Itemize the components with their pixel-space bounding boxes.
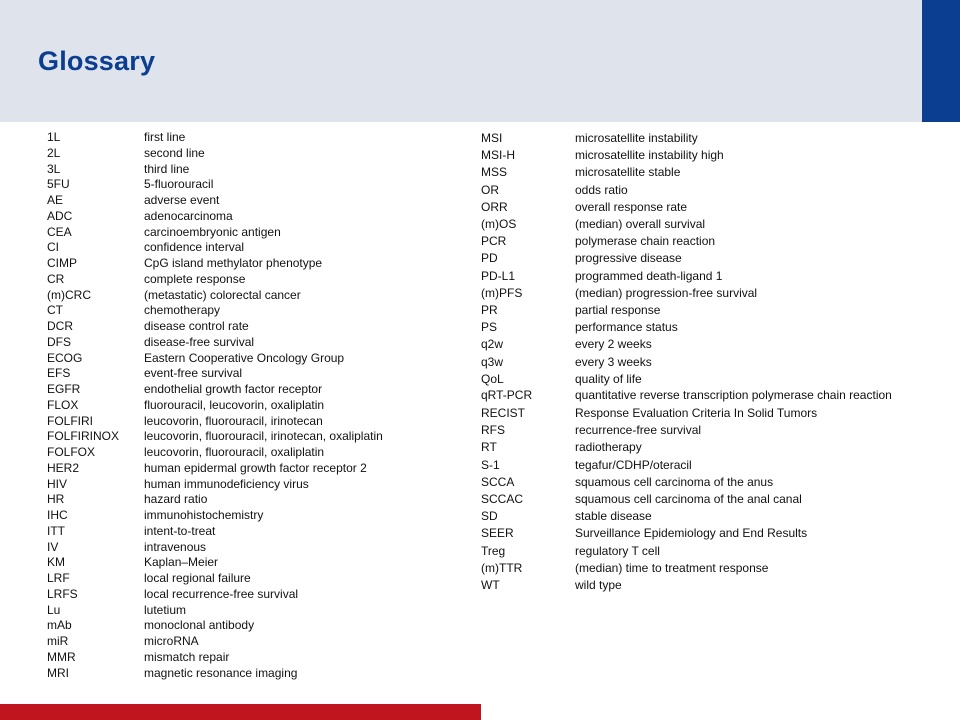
glossary-abbreviation: 1L — [47, 130, 61, 144]
glossary-definition: carcinoembryonic antigen — [144, 224, 281, 239]
glossary-entry — [47, 382, 447, 398]
glossary-abbreviation: (m)OS — [481, 217, 517, 232]
glossary-definition: wild type — [575, 578, 622, 593]
glossary-abbreviation: OR — [481, 182, 499, 197]
glossary-definition: disease-free survival — [144, 334, 255, 349]
glossary-entry — [481, 388, 901, 405]
glossary-definition: partial response — [575, 303, 661, 318]
glossary-abbreviation: SEER — [481, 526, 514, 541]
glossary-definition: human immunodeficiency virus — [144, 476, 309, 491]
glossary-entry — [47, 634, 447, 650]
glossary-definition: overall response rate — [575, 199, 688, 214]
glossary-definition: microsatellite instability — [575, 131, 698, 145]
glossary-abbreviation: miR — [47, 634, 69, 648]
glossary-entry — [47, 414, 447, 430]
glossary-entry — [47, 272, 447, 288]
glossary-definition: Surveillance Epidemiology and End Results — [575, 526, 808, 541]
glossary-entry — [47, 618, 447, 634]
glossary-abbreviation: EFS — [47, 366, 71, 381]
glossary-definition: leucovorin, fluorouracil, oxaliplatin — [144, 445, 325, 459]
glossary-entry — [47, 571, 447, 587]
glossary-abbreviation: FLOX — [47, 397, 79, 412]
glossary-entry — [47, 225, 447, 241]
glossary-entry — [481, 457, 901, 474]
glossary-entry — [47, 650, 447, 666]
glossary-entry — [47, 555, 447, 571]
glossary-entry — [47, 146, 447, 162]
glossary-definition: every 2 weeks — [575, 337, 652, 352]
glossary-abbreviation: LRF — [47, 571, 70, 585]
glossary-entry — [47, 477, 447, 493]
glossary-entry — [47, 524, 447, 540]
glossary-abbreviation: PD-L1 — [481, 268, 516, 283]
glossary-entry — [47, 288, 447, 304]
glossary-abbreviation: PCR — [481, 234, 507, 249]
glossary-definition: leucovorin, fluorouracil, irinotecan — [144, 413, 323, 428]
glossary-definition: quality of life — [575, 371, 642, 386]
glossary-entry — [481, 525, 901, 542]
glossary-entry — [481, 130, 901, 147]
glossary-definition: endothelial growth factor receptor — [144, 382, 323, 396]
glossary-definition: (metastatic) colorectal cancer — [144, 287, 301, 302]
glossary-entry — [47, 398, 447, 414]
glossary-entry — [47, 319, 447, 335]
glossary-column-right — [481, 130, 901, 594]
glossary-abbreviation: RFS — [481, 423, 505, 438]
glossary-entry — [47, 492, 447, 508]
glossary-abbreviation: (m)PFS — [481, 285, 523, 300]
glossary-entry — [481, 302, 901, 319]
glossary-entry — [481, 354, 901, 371]
header-band — [0, 0, 922, 122]
glossary-definition: microsatellite stable — [575, 165, 681, 180]
glossary-abbreviation: KM — [47, 555, 65, 570]
glossary-entry — [481, 216, 901, 233]
glossary-abbreviation: mAb — [47, 618, 72, 633]
glossary-column-left — [47, 130, 447, 681]
glossary-entry — [481, 439, 901, 456]
glossary-abbreviation: EGFR — [47, 382, 81, 396]
glossary-definition: second line — [144, 145, 205, 160]
glossary-abbreviation: DFS — [47, 334, 71, 349]
glossary-definition: (median) overall survival — [575, 217, 706, 232]
glossary-definition: third line — [144, 161, 190, 176]
glossary-definition: human epidermal growth factor receptor 2 — [144, 460, 367, 475]
glossary-abbreviation: 3L — [47, 161, 61, 176]
glossary-definition: programmed death-ligand 1 — [575, 268, 723, 283]
glossary-entry — [47, 177, 447, 193]
glossary-definition: adenocarcinoma — [144, 208, 233, 223]
glossary-abbreviation: SCCAC — [481, 492, 524, 507]
glossary-definition: progressive disease — [575, 251, 682, 266]
glossary-definition: adverse event — [144, 193, 220, 207]
glossary-abbreviation: 5FU — [47, 177, 70, 192]
glossary-abbreviation: (m)CRC — [47, 287, 91, 302]
glossary-entry — [47, 508, 447, 524]
glossary-abbreviation: MRI — [47, 665, 69, 680]
glossary-definition: Response Evaluation Criteria In Solid Tumors — [575, 406, 818, 421]
glossary-abbreviation: HER2 — [47, 460, 80, 475]
glossary-entry — [47, 540, 447, 556]
glossary-definition: Eastern Cooperative Oncology Group — [144, 350, 345, 365]
glossary-abbreviation: q3w — [481, 354, 504, 369]
glossary-definition: microRNA — [144, 634, 199, 648]
glossary-definition: stable disease — [575, 509, 652, 524]
glossary-entry — [481, 405, 901, 422]
glossary-definition: local recurrence-free survival — [144, 586, 299, 601]
glossary-definition: 5-fluorouracil — [144, 177, 214, 192]
glossary-definition: magnetic resonance imaging — [144, 665, 298, 680]
glossary-entry — [481, 319, 901, 336]
glossary-definition: disease control rate — [144, 319, 249, 333]
glossary-definition: Kaplan–Meier — [144, 555, 219, 570]
glossary-definition: quantitative reverse transcription polymerase chain reaction — [575, 388, 892, 403]
footer-accent-bar — [0, 704, 481, 720]
glossary-definition: CpG island methylator phenotype — [144, 256, 323, 270]
glossary-entry — [47, 445, 447, 461]
glossary-abbreviation: S-1 — [481, 457, 500, 472]
glossary-entry — [481, 250, 901, 267]
glossary-definition: mismatch repair — [144, 649, 230, 664]
glossary-definition: squamous cell carcinoma of the anal canal — [575, 492, 802, 507]
glossary-definition: chemotherapy — [144, 303, 221, 318]
glossary-definition: (median) progression-free survival — [575, 285, 758, 300]
glossary-abbreviation: PS — [481, 320, 498, 335]
glossary-entry — [47, 366, 447, 382]
glossary-entry — [481, 285, 901, 302]
glossary-abbreviation: Treg — [481, 543, 506, 558]
glossary-entry — [47, 193, 447, 209]
glossary-entry — [47, 603, 447, 619]
glossary-entry — [47, 429, 447, 445]
glossary-definition: hazard ratio — [144, 492, 208, 507]
glossary-definition: intent-to-treat — [144, 523, 216, 538]
glossary-abbreviation: Lu — [47, 602, 61, 617]
glossary-abbreviation: FOLFOX — [47, 445, 96, 459]
glossary-abbreviation: SCCA — [481, 474, 515, 489]
glossary-entry — [481, 543, 901, 560]
glossary-abbreviation: CR — [47, 271, 65, 286]
glossary-abbreviation: AE — [47, 193, 64, 207]
glossary-definition: first line — [144, 130, 186, 144]
glossary-abbreviation: HR — [47, 492, 65, 507]
glossary-definition: recurrence-free survival — [575, 423, 702, 438]
glossary-definition: polymerase chain reaction — [575, 234, 716, 249]
glossary-definition: confidence interval — [144, 240, 245, 255]
glossary-entry — [47, 303, 447, 319]
glossary-definition: (median) time to treatment response — [575, 560, 769, 575]
glossary-abbreviation: RT — [481, 440, 497, 455]
glossary-entry — [481, 371, 901, 388]
glossary-entry — [481, 199, 901, 216]
glossary-definition: event-free survival — [144, 366, 243, 381]
glossary-definition: squamous cell carcinoma of the anus — [575, 474, 774, 489]
glossary-entry — [481, 164, 901, 181]
glossary-abbreviation: ITT — [47, 523, 65, 538]
brand-accent-bar — [922, 0, 960, 122]
glossary-abbreviation: PD — [481, 251, 498, 266]
glossary-definition: lutetium — [144, 602, 187, 617]
glossary-abbreviation: QoL — [481, 371, 504, 386]
glossary-abbreviation: HIV — [47, 476, 68, 491]
glossary-definition: monoclonal antibody — [144, 618, 255, 633]
glossary-definition: every 3 weeks — [575, 354, 652, 369]
glossary-definition: leucovorin, fluorouracil, irinotecan, oxaliplatin — [144, 429, 383, 444]
glossary-entry — [481, 474, 901, 491]
glossary-entry — [47, 256, 447, 272]
glossary-abbreviation: LRFS — [47, 586, 78, 601]
glossary-definition: local regional failure — [144, 571, 251, 585]
glossary-definition: radiotherapy — [575, 440, 642, 455]
glossary-abbreviation: CI — [47, 240, 59, 255]
glossary-definition: regulatory T cell — [575, 543, 660, 558]
glossary-definition: tegafur/CDHP/oteracil — [575, 457, 692, 472]
glossary-entry — [47, 240, 447, 256]
glossary-abbreviation: ECOG — [47, 350, 83, 365]
glossary-abbreviation: FOLFIRINOX — [47, 429, 120, 444]
glossary-definition: complete response — [144, 271, 246, 286]
glossary-abbreviation: CIMP — [47, 256, 77, 270]
glossary-entry — [481, 508, 901, 525]
glossary-entry — [481, 560, 901, 577]
glossary-abbreviation: MMR — [47, 649, 76, 664]
glossary-definition: fluorouracil, leucovorin, oxaliplatin — [144, 397, 325, 412]
glossary-abbreviation: IV — [47, 539, 59, 554]
glossary-definition: odds ratio — [575, 182, 628, 197]
glossary-definition: microsatellite instability high — [575, 148, 724, 163]
glossary-entry — [47, 587, 447, 603]
glossary-entry — [481, 491, 901, 508]
glossary-entry — [481, 233, 901, 250]
glossary-abbreviation: SD — [481, 509, 498, 524]
glossary-abbreviation: MSS — [481, 165, 508, 180]
glossary-abbreviation: IHC — [47, 508, 68, 522]
glossary-entry — [481, 336, 901, 353]
glossary-entry — [47, 162, 447, 178]
glossary-entry — [481, 577, 901, 594]
glossary-entry — [47, 130, 447, 146]
glossary-abbreviation: CT — [47, 303, 63, 318]
glossary-entry — [481, 182, 901, 199]
glossary-abbreviation: MSI-H — [481, 148, 515, 163]
glossary-abbreviation: RECIST — [481, 406, 526, 421]
glossary-entry — [47, 335, 447, 351]
glossary-abbreviation: q2w — [481, 337, 504, 352]
glossary-abbreviation: WT — [481, 578, 500, 593]
glossary-abbreviation: 2L — [47, 145, 61, 160]
glossary-abbreviation: FOLFIRI — [47, 413, 94, 428]
glossary-abbreviation: (m)TTR — [481, 560, 523, 575]
glossary-definition: performance status — [575, 320, 678, 335]
glossary-abbreviation: CEA — [47, 224, 72, 239]
glossary-abbreviation: ADC — [47, 208, 73, 223]
glossary-definition: intravenous — [144, 539, 207, 554]
glossary-abbreviation: ORR — [481, 199, 508, 214]
glossary-entry — [47, 461, 447, 477]
glossary-abbreviation: MSI — [481, 131, 503, 145]
glossary-entry — [47, 666, 447, 682]
glossary-abbreviation: PR — [481, 303, 498, 318]
glossary-abbreviation: DCR — [47, 319, 73, 333]
page-title: Glossary — [38, 46, 156, 76]
glossary-abbreviation: qRT-PCR — [481, 388, 533, 403]
glossary-definition: immunohistochemistry — [144, 508, 264, 522]
glossary-entry — [481, 147, 901, 164]
glossary-entry — [481, 268, 901, 285]
glossary-entry — [47, 351, 447, 367]
glossary-entry — [481, 422, 901, 439]
glossary-entry — [47, 209, 447, 225]
